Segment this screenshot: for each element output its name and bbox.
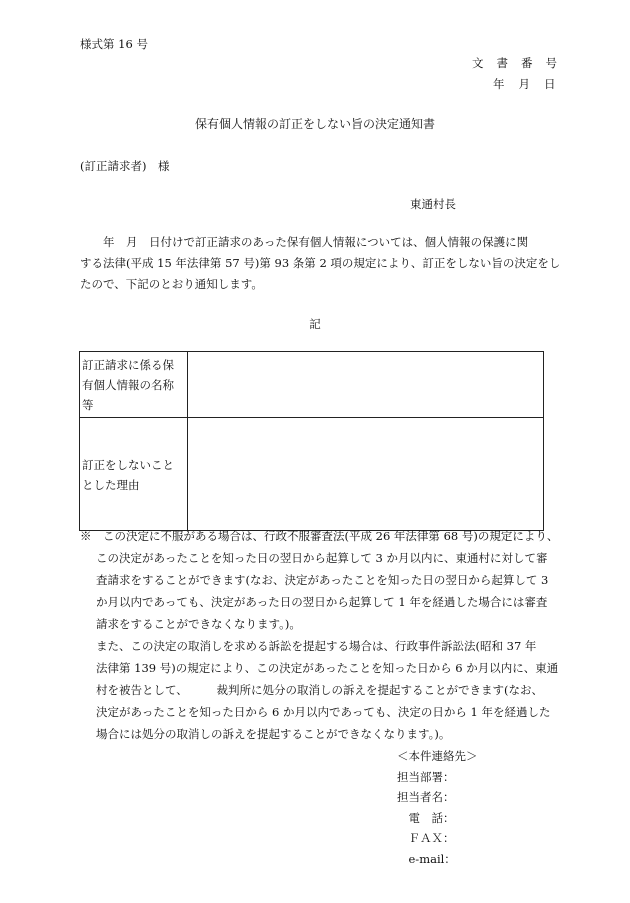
note-line: 法律第 139 号)の規定により、この決定があったことを知った日から 6 か月以内に、東通 [96, 661, 559, 675]
form-number: 様式第 16 号 [80, 37, 148, 51]
note-line: 村を被告として、 裁判所に処分の取消しの訴えを提起することができます(なお、 [96, 683, 544, 697]
note-line: また、この決定の取消しを求める訴訟を提起する場合は、行政事件訴訟法(昭和 37 年 [96, 639, 537, 653]
contact-department: 担当部署： [397, 769, 455, 784]
body-line: する法律(平成 15 年法律第 57 号)第 93 条第 2 項の規定により、訂正をしない旨の決定をし [80, 256, 561, 270]
table-row [80, 352, 544, 418]
contact-header: ＜本件連絡先＞ [397, 749, 478, 763]
document-title: 保有個人情報の訂正をしない旨の決定通知書 [194, 117, 435, 131]
note-line: 請求をすることができなくなります。)。 [96, 617, 301, 631]
contact-phone: 電 話： [397, 810, 455, 825]
label-line: 有個人情報の名称 [82, 378, 174, 392]
appeal-note [80, 525, 559, 745]
note-line: 査請求をすることができます(なお、決定があったことを知った日の翌日から起算して 3 [96, 573, 549, 587]
addressee: (訂正請求者) 様 [80, 159, 170, 173]
contact-person: 担当者名： [397, 790, 455, 804]
label-line: 訂正をしないこと [82, 457, 174, 472]
sender: 東通村長 [410, 197, 456, 211]
ki-heading: 記 [309, 317, 321, 331]
note-line: この決定があったことを知った日の翌日から起算して 3 か月以内に、東通村に対して審 [96, 551, 548, 565]
body-line: 年 月 日付けで訂正請求のあった保有個人情報については、個人情報の保護に関 [80, 235, 529, 249]
contact-fax: ＦＡＸ： [397, 831, 455, 845]
note-line: 場合には処分の取消しの訴えを提起することができなくなります。)。 [96, 727, 451, 741]
note-line: か月以内であっても、決定があった日の翌日から起算して 1 年を経過した場合には審査 [96, 595, 548, 609]
label-line: とした理由 [82, 477, 140, 492]
note-line: 決定があったことを知った日から 6 か月以内であっても、決定の日から 1 年を経過した [96, 705, 551, 719]
contact-block [397, 746, 478, 869]
body-line: たので、下記のとおり通知します。 [80, 277, 263, 291]
contact-email: e-mail： [397, 851, 456, 866]
table-value-info-name[interactable] [188, 352, 544, 418]
body-paragraph [80, 232, 561, 295]
note-line: ※ この決定に不服がある場合は、行政不服審査法(平成 26 年法律第 68 号)の規定により、 [80, 529, 559, 543]
label-line: 訂正請求に係る保 [82, 358, 174, 372]
table-row [80, 418, 544, 531]
date-label: 年月日 [493, 77, 570, 91]
table-label-info-name [80, 352, 188, 418]
table-value-reason[interactable] [188, 418, 544, 531]
table-label-reason [80, 418, 188, 531]
notice-table [79, 351, 544, 531]
document-number-label: 文書番号 [472, 56, 570, 70]
label-line: 等 [82, 398, 94, 412]
